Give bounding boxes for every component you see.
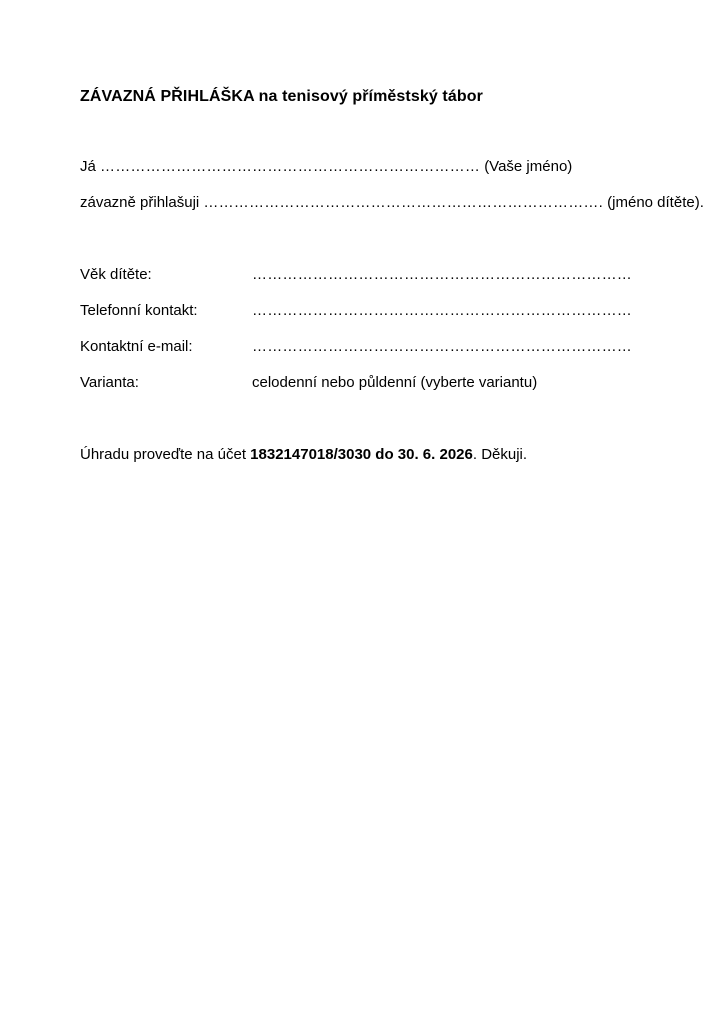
field-label-email: Kontaktní e-mail: [80,338,193,355]
field-label-variant: Varianta: [80,374,139,391]
field-value-variant[interactable]: celodenní nebo půldenní (vyberte variantu) [252,374,538,391]
parent-name-hint: (Vaše jméno) [484,158,573,175]
child-name-hint: (jméno dítěte). [607,194,704,211]
child-name-blank[interactable]: ……………………………………………………………………. [203,194,603,211]
parent-name-line [80,158,572,175]
payment-suffix: . Děkuji. [472,446,528,463]
payment-line [80,446,527,463]
document-title: ZÁVAZNÁ PŘIHLÁŠKA na tenisový příměstský tábor [80,88,483,105]
field-blank-child-age[interactable]: ………………………………………………………………… [252,266,632,283]
field-blank-email[interactable]: ………………………………………………………………… [252,338,632,355]
field-blank-phone[interactable]: ………………………………………………………………… [252,302,632,319]
parent-name-blank[interactable]: ………………………………………………………………… [100,158,481,175]
field-label-child-age: Věk dítěte: [80,266,152,283]
parent-name-prefix: Já [80,158,96,175]
field-label-phone: Telefonní kontakt: [80,302,198,319]
child-name-line [80,194,704,211]
child-name-prefix: závazně přihlašuji [80,194,200,211]
payment-account-and-date: 1832147018/3030 do 30. 6. 2026 [250,446,473,463]
payment-prefix: Úhradu proveďte na účet [80,446,246,463]
